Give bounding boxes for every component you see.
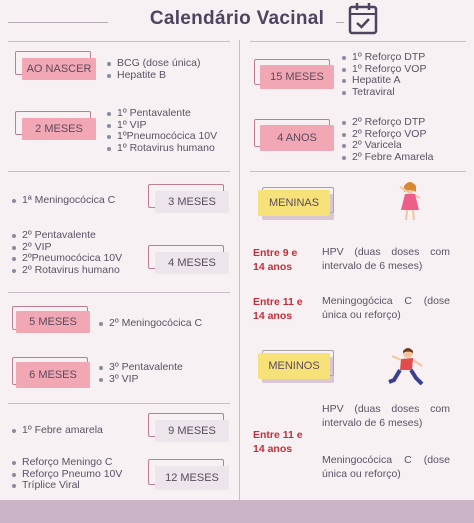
- list-item: Hepatite A: [340, 75, 426, 87]
- list-item: 1º Febre amarela: [10, 425, 103, 437]
- list-item: Reforço Meningo C: [10, 457, 122, 469]
- vaccine-list-3-meses: [10, 195, 115, 207]
- age-label: 3 MESES: [155, 191, 229, 213]
- age-label: 9 MESES: [155, 420, 229, 442]
- vaccine-description: HPV (duas doses com intervalo de 6 meses): [322, 246, 450, 272]
- divider: [250, 171, 466, 172]
- boy-figure: [386, 346, 426, 388]
- list-item: Tetraviral: [340, 87, 426, 99]
- vaccine-description: Meningocócica C (dose única ou reforço): [322, 454, 450, 480]
- vaccine-list-4-anos: [340, 117, 433, 163]
- girl-figure: [396, 180, 424, 222]
- list-item: 2º Reforço VOP: [340, 129, 433, 141]
- column-divider: [239, 40, 240, 500]
- list-item: 2º Pentavalente: [10, 230, 122, 242]
- list-item: 2º Varicela: [340, 140, 433, 152]
- vaccine-list-15-meses: [340, 52, 426, 98]
- footer-bar: [0, 500, 474, 523]
- page-title: Calendário Vacinal: [149, 8, 325, 29]
- age-label: 4 ANOS: [260, 125, 334, 151]
- divider: [8, 41, 230, 42]
- list-item: BCG (dose única): [105, 58, 200, 70]
- age-range: Entre 9 e 14 anos: [253, 247, 298, 273]
- badge-label: MENINOS: [258, 353, 330, 379]
- divider: [8, 292, 230, 293]
- vaccine-description: HPV (duas doses com intervalo de 6 meses): [322, 403, 450, 429]
- vaccine-list-ao-nascer: [105, 58, 200, 81]
- list-item: 2ºPneumocócica 10V: [10, 253, 122, 265]
- list-item: 1º Reforço DTP: [340, 52, 426, 64]
- badge-meninos: [258, 353, 330, 379]
- list-item: 1º VIP: [105, 120, 217, 132]
- vaccine-list-9-meses: [10, 425, 103, 437]
- age-label: 12 MESES: [155, 466, 229, 490]
- list-item: 1ºPneumocócica 10V: [105, 131, 217, 143]
- age-label: AO NASCER: [22, 58, 96, 80]
- badge-meninas: [258, 190, 330, 216]
- age-range: Entre 11 e 14 anos: [253, 429, 303, 455]
- vaccine-list-2-meses: [105, 108, 217, 154]
- list-item: Reforço Pneumo 10V: [10, 469, 122, 481]
- list-item: 3º Pentavalente: [97, 362, 183, 374]
- divider: [8, 403, 230, 404]
- divider: [8, 171, 230, 172]
- list-item: 2º Reforço DTP: [340, 117, 433, 129]
- list-item: 2º Rotavirus humano: [10, 265, 122, 277]
- age-label: 5 MESES: [16, 311, 90, 333]
- list-item: 1ª Meningocócica C: [10, 195, 115, 207]
- list-item: Hepatite B: [105, 70, 200, 82]
- list-item: 2º VIP: [10, 242, 122, 254]
- calendar-check-icon: [348, 1, 378, 35]
- title-rule-right: [336, 22, 344, 23]
- vaccine-list-5-meses: [97, 318, 202, 330]
- age-label: 6 MESES: [16, 362, 90, 388]
- list-item: 2º Meningocócica C: [97, 318, 202, 330]
- vaccine-list-4-meses: [10, 230, 122, 276]
- badge-label: MENINAS: [258, 190, 330, 216]
- list-item: 1º Pentavalente: [105, 108, 217, 120]
- list-item: 3º VIP: [97, 374, 183, 386]
- divider: [250, 41, 466, 42]
- list-item: 1º Reforço VOP: [340, 64, 426, 76]
- age-range: Entre 11 e 14 anos: [253, 296, 303, 322]
- vaccine-description: Meningogócica C (dose única ou reforço): [322, 295, 450, 321]
- age-label: 2 MESES: [22, 118, 96, 140]
- list-item: 1º Rotavirus humano: [105, 143, 217, 155]
- list-item: Tríplice Viral: [10, 480, 122, 492]
- list-item: 2º Febre Amarela: [340, 152, 433, 164]
- vaccine-list-12-meses: [10, 457, 122, 492]
- age-label: 4 MESES: [155, 252, 229, 274]
- vaccine-list-6-meses: [97, 362, 183, 385]
- age-label: 15 MESES: [260, 65, 334, 89]
